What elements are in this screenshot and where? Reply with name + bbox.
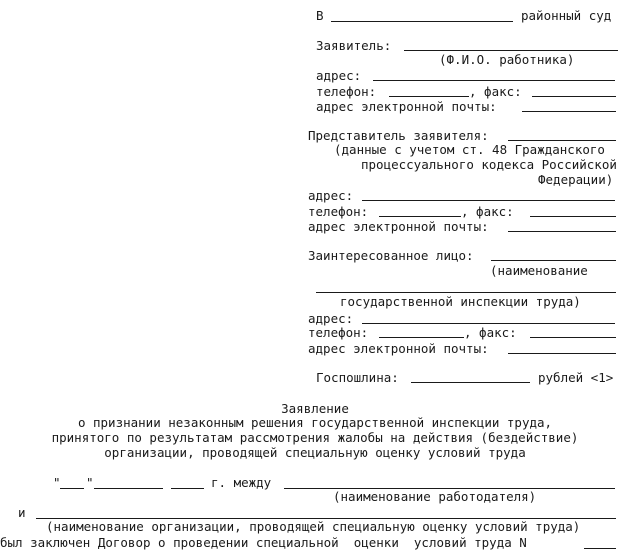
contract-number-blank [584, 548, 616, 549]
representative-label: Представитель заявителя: [308, 128, 489, 143]
date-quote-open: " [53, 475, 61, 490]
applicant-fax-blank [532, 96, 616, 97]
fee-amount-blank [411, 382, 530, 383]
document-title: Заявление [281, 401, 349, 416]
applicant-phone-label: телефон: [316, 84, 377, 99]
representative-address-label: адрес: [308, 188, 354, 203]
contract-text: был заключен Договор о проведении специальной оценки условий труда N [0, 535, 527, 550]
applicant-label: Заявитель: [316, 38, 392, 53]
representative-phone-blank [379, 216, 461, 217]
year-between-text: г. между [211, 475, 272, 490]
applicant-address-label: адрес: [316, 68, 362, 83]
fee-label: Госпошлина: [316, 370, 399, 385]
fee-suffix: рублей <1> [538, 370, 614, 385]
applicant-email-blank [522, 111, 616, 112]
employer-hint: (наименование работодателя) [333, 489, 537, 504]
applicant-email-label: адрес электронной почты: [316, 99, 497, 114]
representative-fax-blank [530, 216, 616, 217]
date-day-blank [60, 488, 84, 489]
interested-party-blank-2 [316, 292, 616, 293]
applicant-name-blank [404, 50, 618, 51]
applicant-address-blank [373, 80, 615, 81]
interested-phone-label: телефон: [308, 325, 369, 340]
interested-address-label: адрес: [308, 311, 354, 326]
title-line-3: принятого по результатам рассмотрения жалобы на действия (бездействие) [51, 430, 579, 445]
interested-party-blank [491, 260, 616, 261]
representative-address-blank [362, 200, 615, 201]
interested-phone-blank [379, 337, 464, 338]
court-prefix: В [316, 8, 324, 23]
interested-party-hint-2: государственной инспекции труда) [340, 294, 581, 309]
applicant-hint: (Ф.И.О. работника) [439, 52, 575, 67]
representative-name-blank [508, 140, 616, 141]
date-quote-close: " [86, 475, 94, 490]
applicant-fax-label: , факс: [469, 84, 522, 99]
interested-fax-label: , факс: [464, 325, 517, 340]
interested-party-hint-1: (наименование [490, 263, 588, 278]
and-conjunction: и [18, 505, 26, 520]
date-year-blank [171, 488, 204, 489]
title-line-2: о признании незаконным решения государственной инспекции труда, [77, 415, 553, 430]
court-name-blank [331, 21, 513, 22]
interested-fax-blank [530, 337, 616, 338]
title-line-4: организации, проводящей специальную оценку условий труда [104, 445, 526, 460]
interested-email-blank [508, 353, 616, 354]
interested-address-blank [362, 323, 615, 324]
representative-hint-2: процессуального кодекса Российской [361, 157, 617, 172]
representative-email-blank [508, 231, 616, 232]
representative-hint-3: Федерации) [538, 172, 614, 187]
court-suffix: районный суд [521, 8, 612, 23]
interested-email-label: адрес электронной почты: [308, 341, 489, 356]
applicant-phone-blank [389, 96, 469, 97]
representative-phone-label: телефон: [308, 204, 369, 219]
interested-party-label: Заинтересованное лицо: [308, 248, 474, 263]
representative-email-label: адрес электронной почты: [308, 219, 489, 234]
organization-hint: (наименование организации, проводящей специальную оценку условий труда) [46, 519, 581, 534]
representative-hint-1: (данные с учетом ст. 48 Гражданского [334, 142, 605, 157]
date-month-blank [94, 488, 163, 489]
representative-fax-label: , факс: [461, 204, 514, 219]
